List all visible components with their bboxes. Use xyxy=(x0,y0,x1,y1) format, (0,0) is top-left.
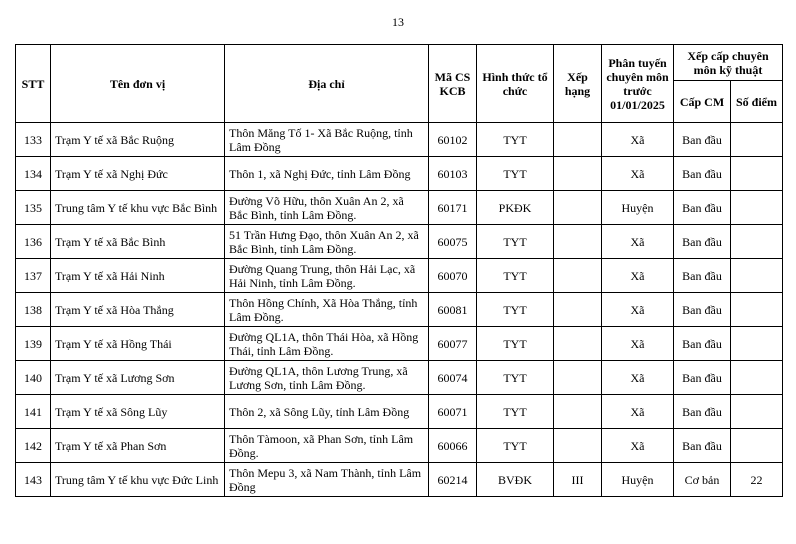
cell-xep-hang xyxy=(554,429,602,463)
header-hinh-thuc: Hình thức tổ chức xyxy=(477,45,554,123)
cell-ma: 60103 xyxy=(429,157,477,191)
cell-xep-hang xyxy=(554,395,602,429)
cell-xep-hang xyxy=(554,191,602,225)
cell-so-diem xyxy=(731,293,783,327)
cell-phan-tuyen: Xã xyxy=(602,157,674,191)
cell-ma: 60071 xyxy=(429,395,477,429)
cell-cap-cm: Ban đầu xyxy=(674,293,731,327)
cell-xep-hang xyxy=(554,225,602,259)
table-row xyxy=(16,225,783,259)
cell-ten: Trạm Y tế xã Nghị Đức xyxy=(51,157,225,191)
cell-ma: 60214 xyxy=(429,463,477,497)
cell-hinh-thuc: TYT xyxy=(477,293,554,327)
cell-so-diem xyxy=(731,361,783,395)
facility-table xyxy=(15,44,783,497)
table-row xyxy=(16,191,783,225)
table-row xyxy=(16,327,783,361)
cell-ma: 60077 xyxy=(429,327,477,361)
header-so-diem: Số điểm xyxy=(731,81,783,123)
cell-ten: Trạm Y tế xã Lương Sơn xyxy=(51,361,225,395)
table-row xyxy=(16,293,783,327)
cell-stt: 143 xyxy=(16,463,51,497)
cell-hinh-thuc: TYT xyxy=(477,225,554,259)
cell-xep-hang xyxy=(554,259,602,293)
cell-stt: 141 xyxy=(16,395,51,429)
cell-phan-tuyen: Xã xyxy=(602,293,674,327)
table-row xyxy=(16,123,783,157)
cell-cap-cm: Ban đầu xyxy=(674,327,731,361)
cell-so-diem xyxy=(731,395,783,429)
cell-ma: 60102 xyxy=(429,123,477,157)
cell-stt: 137 xyxy=(16,259,51,293)
cell-hinh-thuc: TYT xyxy=(477,157,554,191)
cell-stt: 138 xyxy=(16,293,51,327)
cell-xep-hang xyxy=(554,157,602,191)
table-row xyxy=(16,157,783,191)
header-ma-cs-kcb: Mã CS KCB xyxy=(429,45,477,123)
cell-dia-chi: Đường Quang Trung, thôn Hải Lạc, xã Hải Ninh, tỉnh Lâm Đồng. xyxy=(225,259,429,293)
cell-phan-tuyen: Xã xyxy=(602,259,674,293)
cell-hinh-thuc: BVĐK xyxy=(477,463,554,497)
cell-phan-tuyen: Huyện xyxy=(602,463,674,497)
cell-hinh-thuc: TYT xyxy=(477,327,554,361)
cell-dia-chi: Đường Võ Hữu, thôn Xuân An 2, xã Bắc Bình, tỉnh Lâm Đồng. xyxy=(225,191,429,225)
cell-ten: Trung tâm Y tế khu vực Đức Linh xyxy=(51,463,225,497)
cell-ma: 60070 xyxy=(429,259,477,293)
cell-ma: 60171 xyxy=(429,191,477,225)
cell-dia-chi: Thôn Măng Tố 1- Xã Bắc Ruộng, tỉnh Lâm Đồng xyxy=(225,123,429,157)
cell-ten: Trung tâm Y tế khu vực Bắc Bình xyxy=(51,191,225,225)
cell-xep-hang xyxy=(554,293,602,327)
cell-ten: Trạm Y tế xã Hồng Thái xyxy=(51,327,225,361)
cell-cap-cm: Ban đầu xyxy=(674,259,731,293)
cell-dia-chi: Thôn 1, xã Nghị Đức, tỉnh Lâm Đồng xyxy=(225,157,429,191)
cell-stt: 133 xyxy=(16,123,51,157)
cell-ma: 60074 xyxy=(429,361,477,395)
cell-so-diem: 22 xyxy=(731,463,783,497)
cell-dia-chi: Đường QL1A, thôn Thái Hòa, xã Hồng Thái, tỉnh Lâm Đồng. xyxy=(225,327,429,361)
cell-cap-cm: Ban đầu xyxy=(674,123,731,157)
cell-cap-cm: Ban đầu xyxy=(674,157,731,191)
header-xep-hang: Xếp hạng xyxy=(554,45,602,123)
cell-ma: 60066 xyxy=(429,429,477,463)
cell-cap-cm: Ban đầu xyxy=(674,429,731,463)
cell-stt: 139 xyxy=(16,327,51,361)
cell-phan-tuyen: Xã xyxy=(602,225,674,259)
table-row xyxy=(16,361,783,395)
header-phan-tuyen: Phân tuyến chuyên môn trước 01/01/2025 xyxy=(602,45,674,123)
cell-stt: 142 xyxy=(16,429,51,463)
cell-hinh-thuc: PKĐK xyxy=(477,191,554,225)
table-row xyxy=(16,463,783,497)
cell-dia-chi: Thôn Hồng Chính, Xã Hòa Thắng, tỉnh Lâm Đồng. xyxy=(225,293,429,327)
cell-ten: Trạm Y tế xã Phan Sơn xyxy=(51,429,225,463)
cell-phan-tuyen: Xã xyxy=(602,361,674,395)
header-stt: STT xyxy=(16,45,51,123)
cell-dia-chi: 51 Trần Hưng Đạo, thôn Xuân An 2, xã Bắc Bình, tỉnh Lâm Đồng. xyxy=(225,225,429,259)
cell-so-diem xyxy=(731,157,783,191)
cell-hinh-thuc: TYT xyxy=(477,429,554,463)
cell-phan-tuyen: Xã xyxy=(602,429,674,463)
cell-so-diem xyxy=(731,259,783,293)
cell-so-diem xyxy=(731,123,783,157)
cell-hinh-thuc: TYT xyxy=(477,395,554,429)
table-row xyxy=(16,395,783,429)
cell-stt: 135 xyxy=(16,191,51,225)
cell-stt: 140 xyxy=(16,361,51,395)
cell-cap-cm: Ban đầu xyxy=(674,395,731,429)
page-number: 13 xyxy=(392,15,404,29)
cell-cap-cm: Ban đầu xyxy=(674,191,731,225)
cell-ten: Trạm Y tế xã Sông Lũy xyxy=(51,395,225,429)
cell-dia-chi: Thôn Tàmoon, xã Phan Sơn, tỉnh Lâm Đồng. xyxy=(225,429,429,463)
cell-dia-chi: Thôn 2, xã Sông Lũy, tỉnh Lâm Đồng xyxy=(225,395,429,429)
header-ten-don-vi: Tên đơn vị xyxy=(51,45,225,123)
cell-ma: 60081 xyxy=(429,293,477,327)
table-row xyxy=(16,429,783,463)
cell-so-diem xyxy=(731,191,783,225)
header-cap-cm: Cấp CM xyxy=(674,81,731,123)
cell-phan-tuyen: Xã xyxy=(602,123,674,157)
cell-phan-tuyen: Huyện xyxy=(602,191,674,225)
cell-stt: 136 xyxy=(16,225,51,259)
cell-dia-chi: Đường QL1A, thôn Lương Trung, xã Lương Sơn, tỉnh Lâm Đồng. xyxy=(225,361,429,395)
cell-so-diem xyxy=(731,327,783,361)
table-row xyxy=(16,259,783,293)
cell-stt: 134 xyxy=(16,157,51,191)
cell-phan-tuyen: Xã xyxy=(602,395,674,429)
cell-ten: Trạm Y tế xã Hải Ninh xyxy=(51,259,225,293)
cell-ten: Trạm Y tế xã Bắc Ruộng xyxy=(51,123,225,157)
cell-xep-hang: III xyxy=(554,463,602,497)
cell-xep-hang xyxy=(554,123,602,157)
cell-cap-cm: Ban đầu xyxy=(674,361,731,395)
header-xep-cap: Xếp cấp chuyên môn kỹ thuật xyxy=(674,45,783,81)
cell-so-diem xyxy=(731,429,783,463)
cell-ten: Trạm Y tế xã Bắc Bình xyxy=(51,225,225,259)
cell-phan-tuyen: Xã xyxy=(602,327,674,361)
cell-xep-hang xyxy=(554,327,602,361)
cell-cap-cm: Cơ bản xyxy=(674,463,731,497)
cell-hinh-thuc: TYT xyxy=(477,259,554,293)
cell-hinh-thuc: TYT xyxy=(477,123,554,157)
cell-xep-hang xyxy=(554,361,602,395)
cell-ma: 60075 xyxy=(429,225,477,259)
cell-hinh-thuc: TYT xyxy=(477,361,554,395)
cell-dia-chi: Thôn Mepu 3, xã Nam Thành, tỉnh Lâm Đồng xyxy=(225,463,429,497)
header-dia-chi: Địa chỉ xyxy=(225,45,429,123)
cell-cap-cm: Ban đầu xyxy=(674,225,731,259)
cell-ten: Trạm Y tế xã Hòa Thắng xyxy=(51,293,225,327)
cell-so-diem xyxy=(731,225,783,259)
